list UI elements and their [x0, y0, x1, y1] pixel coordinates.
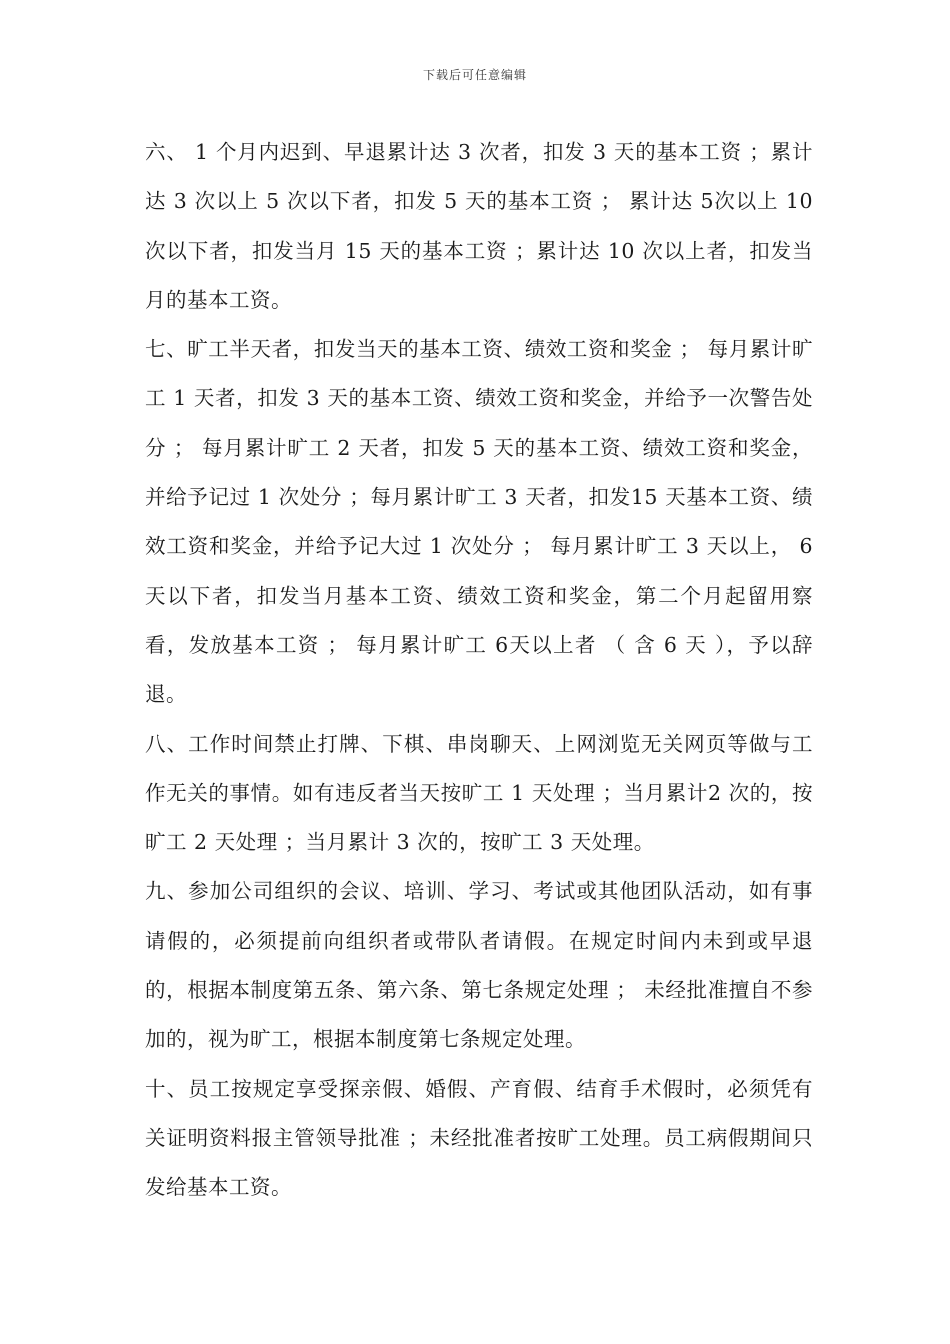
paragraph-article-9: 九、参加公司组织的会议、培训、学习、考试或其他团队活动，如有事请假的，必须提前向组织者或带队者请假。在规定时间内未到或早退的，根据本制度第五条、第六条、第七条规定处理 ； 未经批准擅自不参加的，视为旷工，根据本制度第七条规定处理。: [145, 879, 813, 1052]
paragraph-article-10: 十、员工按规定享受探亲假、婚假、产育假、结育手术假时，必须凭有关证明资料报主管领导批准 ；未经批准者按旷工处理。员工病假期间只发给基本工资。: [145, 1076, 813, 1200]
paragraph-article-7: 七、旷工半天者，扣发当天的基本工资、绩效工资和奖金 ； 每月累计旷工 1 天者，扣发 3 天的基本工资、绩效工资和奖金，并给予一次警告处分 ； 每月累计旷工 2 天者，扣发 5 天的基本工资、绩效工资和奖金，并给予记过 1 次处分 ；每月累计旷工 3 天者，扣发15 天基本工资、绩效工资和奖金，并给予记大过 1 次处分 ； 每月累计旷工 3 天以上， 6 天以下者，扣发当月基本工资、绩效工资和奖金，第二个月起留用察看，发放基本工资 ； 每月累计旷工 6天以上者 （ 含 6 天 ），予以辞退。: [145, 337, 813, 707]
paragraph-article-6: 六、 1 个月内迟到、早退累计达 3 次者，扣发 3 天的基本工资 ；累计达 3 次以上 5 次以下者，扣发 5 天的基本工资 ； 累计达 5次以上 10 次以下者，扣发当月 15 天的基本工资 ；累计达 10 次以上者，扣发当月的基本工资。: [145, 140, 813, 312]
paragraph-article-8: 八、工作时间禁止打牌、下棋、串岗聊天、上网浏览无关网页等做与工作无关的事情。如有违反者当天按旷工 1 天处理 ；当月累计2 次的，按旷工 2 天处理 ；当月累计 3 次的，按旷工 3 天处理。: [145, 731, 813, 855]
page-header: 下载后可任意编辑: [422, 68, 527, 82]
document-body: [145, 128, 813, 1213]
